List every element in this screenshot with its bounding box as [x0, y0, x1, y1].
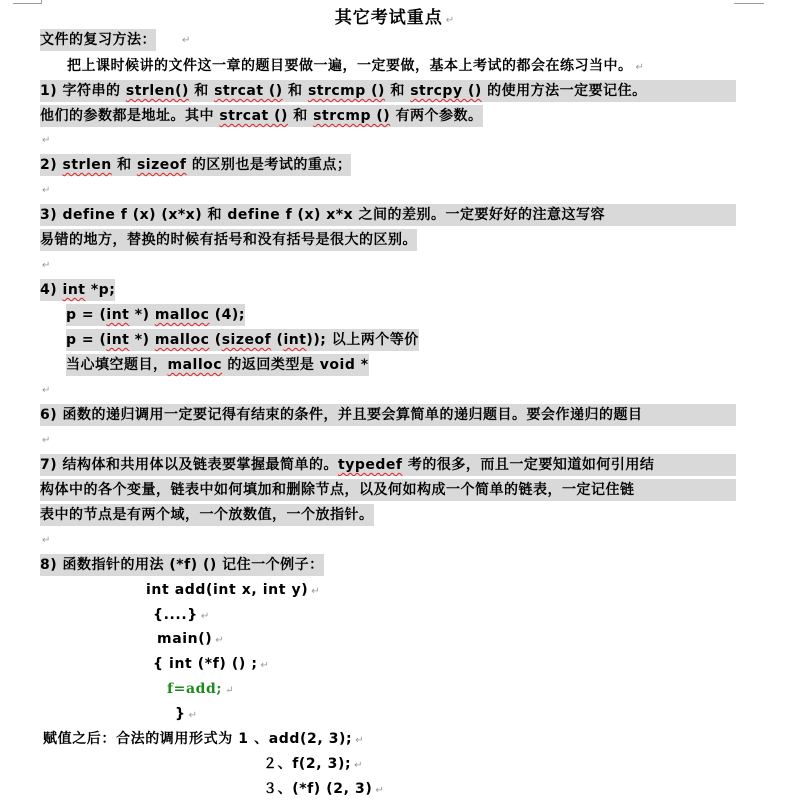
document-title: 其它考试重点 ↵: [334, 8, 456, 28]
code-strcpy: strcpy (): [410, 83, 482, 99]
call-form-3: ３、(*f) (2, 3) ↵: [263, 781, 385, 797]
code-line-add-signature: int add(int x, int y) ↵: [146, 582, 321, 598]
item7-line1: 7) 结构体和共用体以及链表要掌握最简单的。typedef 考的很多，而且一定要知道如何引用结: [40, 454, 736, 476]
item6-line: 6) 函数的递归调用一定要记得有结束的条件，并且要会算简单的递归题目。要会作递归的题目: [40, 404, 736, 426]
calls-intro: 赋值之后：合法的调用形式为 1 、add(2, 3); ↵: [43, 731, 365, 747]
item4-line3: p = (int *) malloc (sizeof (int)); 以上两个等价: [66, 329, 419, 351]
item7-line3: 表中的节点是有两个域，一个放数值，一个放指针。: [40, 504, 374, 526]
call-form-2: ２、f(2, 3); ↵: [263, 756, 364, 772]
item4-line1: 4) int *p;: [40, 279, 115, 301]
paragraph-mark-icon: ↵: [445, 15, 456, 26]
item4-line4: 当心填空题目，malloc 的返回类型是 void *: [66, 354, 369, 376]
item2-line: 2) strlen 和 sizeof 的区别也是考试的重点；: [40, 154, 351, 176]
item1-line1: 1) 字符串的 strlen() 和 strcat () 和 strcmp () 和 strcpy () 的使用方法一定要记住。: [40, 80, 736, 102]
file-review-body: 把上课时候讲的文件这一章的题目要做一遍，一定要做，基本上考试的都会在练习当中。 ↵: [67, 58, 645, 74]
paragraph-mark-icon: ↵: [182, 35, 191, 46]
item8-heading: 8) 函数指针的用法 (*f) () 记住一个例子：: [40, 554, 324, 576]
paragraph-mark-icon: ↵: [42, 185, 51, 196]
code-line-main: main() ↵: [157, 631, 225, 647]
item1-line2: 他们的参数都是地址。其中 strcat () 和 strcmp () 有两个参数。: [40, 105, 483, 127]
code-strcat: strcat (): [214, 83, 283, 99]
paragraph-mark-icon: ↵: [42, 535, 51, 546]
item3-line1: 3) define f (x) (x*x) 和 define f (x) x*x 之间的差别。一定要好好的注意这写容: [40, 204, 736, 226]
code-strlen: strlen(): [125, 83, 189, 99]
code-line-assign-f: f=add; ↵: [167, 681, 235, 697]
code-line-close-brace: } ↵: [175, 706, 198, 722]
code-line-declare-f: { int (*f) () ; ↵: [153, 656, 270, 672]
paragraph-mark-icon: ↵: [42, 385, 51, 396]
paragraph-mark-icon: ↵: [42, 260, 51, 271]
item7-line2: 构体中的各个变量，链表中如何填加和删除节点，以及何如构成一个简单的链表，一定记住链: [40, 479, 736, 501]
code-line-body: {....} ↵: [153, 607, 210, 623]
paragraph-mark-icon: ↵: [635, 62, 645, 73]
item4-line2: p = (int *) malloc (4);: [66, 304, 245, 326]
file-review-heading: 文件的复习方法：: [40, 29, 156, 51]
paragraph-mark-icon: ↵: [42, 435, 51, 446]
paragraph-mark-icon: ↵: [42, 135, 51, 146]
item3-line2: 易错的地方，替换的时候有括号和没有括号是很大的区别。: [40, 229, 417, 251]
code-strcmp: strcmp (): [307, 83, 385, 99]
